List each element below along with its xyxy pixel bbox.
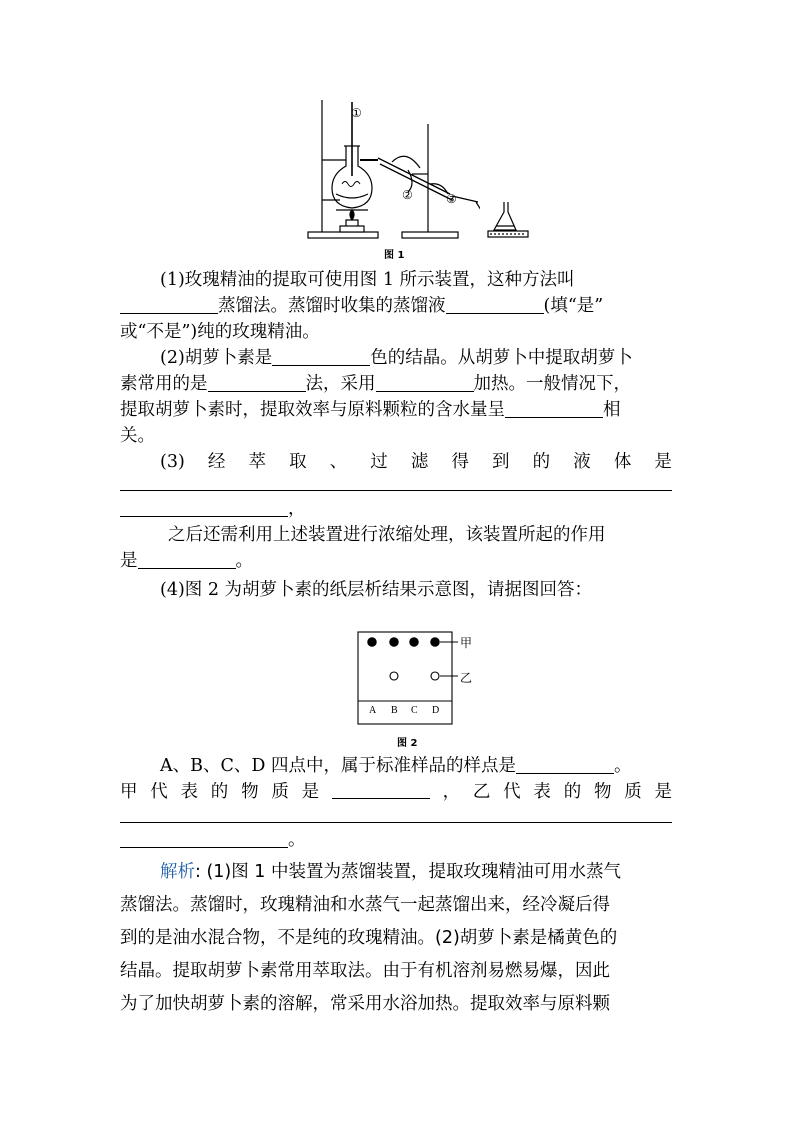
answer-line-2: 蒸馏法。蒸馏时，玫瑰精油和水蒸气一起蒸馏出来，经冷凝后得 (120, 895, 610, 915)
answer-blank[interactable] (272, 347, 370, 366)
q2-line-1 (160, 346, 672, 370)
q3-char: 的 (532, 452, 551, 472)
answer-blank[interactable] (376, 373, 474, 392)
indent-blank (120, 525, 168, 543)
q4-line-1: (4)图 2 为胡萝卜素的纸层析结果示意图，请据图回答： (160, 580, 593, 600)
answer-line-3: 到的是油水混合物，不是纯的玫瑰精油。(2)胡萝卜素是橘黄色的 (120, 928, 618, 948)
q3-char: 、 (329, 452, 348, 472)
q1-line-2-tail: (填“是” (543, 296, 604, 316)
q3-line-4-text: 是 (120, 551, 138, 571)
q2-line-1-tail: 色的结晶。从胡萝卜中提取胡萝卜 (370, 348, 633, 368)
q3-char: 是 (654, 452, 672, 472)
q1-line-1: (1)玫瑰精油的提取可使用图 1 所示装置，这种方法叫 (160, 270, 575, 290)
q4-char: 质 (271, 782, 289, 802)
figure-2-lane-b: B (391, 705, 398, 716)
answer-blank[interactable] (516, 755, 614, 774)
q4-char: 的 (210, 782, 229, 802)
receiving-flask-icon (486, 198, 534, 242)
q4-line-4 (120, 828, 672, 852)
figure-2-caption: 图 2 (397, 738, 418, 749)
q3-char: (3) (160, 452, 185, 472)
q4-line-2 (160, 754, 672, 778)
q3-char: 液 (573, 452, 591, 472)
q4-char: 是 (301, 782, 320, 802)
answer-line-1-text: : (1)图 1 中装置为蒸馏装置，提取玫瑰精油可用水蒸气 (195, 862, 622, 882)
q3-char: 体 (613, 452, 632, 472)
q4-line-2-tail: 。 (613, 756, 632, 776)
q4-char: 的 (563, 782, 582, 802)
q2-line-2-tail: 加热。一般情况下， (473, 374, 631, 394)
figure-2-label-yi: 乙 (460, 671, 473, 685)
answer-blank[interactable] (120, 498, 288, 517)
q2-line-3-tail: 相 (603, 400, 621, 420)
q4-char: 乙 (472, 782, 491, 802)
q4-char: 质 (624, 782, 642, 802)
answer-blank[interactable] (120, 295, 218, 314)
q1-line-3: 或“不是”)纯的玫瑰精油。 (120, 322, 320, 342)
figure-2-lane-c: C (411, 705, 418, 716)
answer-blank-line[interactable] (120, 490, 672, 491)
q3-char: 萃 (248, 452, 266, 472)
q4-char: 物 (593, 782, 612, 802)
answer-blank[interactable] (138, 550, 236, 569)
figure-2-label-jia: 甲 (460, 636, 473, 650)
q3-line-2-tail: ， (288, 499, 306, 519)
q4-line-4-tail: 。 (288, 830, 306, 850)
q3-char: 过 (370, 452, 388, 472)
q3-line-1 (160, 450, 672, 474)
answer-blank[interactable] (446, 295, 544, 314)
figure-1-caption: 图 1 (384, 250, 405, 261)
q4-char: ， (442, 782, 461, 802)
q2-line-2 (120, 372, 672, 396)
q3-line-2 (120, 497, 672, 521)
q3-char: 经 (207, 452, 226, 472)
answer-line-1 (160, 856, 720, 889)
q2-line-3 (120, 398, 672, 422)
answer-blank[interactable] (332, 780, 430, 799)
q3-char: 到 (492, 452, 510, 472)
q1-line-2 (120, 294, 672, 318)
q2-line-4: 关。 (120, 426, 155, 446)
q4-char: 甲 (120, 782, 138, 802)
q1-line-2-text: 蒸馏法。蒸馏时收集的蒸馏液 (218, 296, 446, 316)
answer-label: 解析 (160, 862, 195, 882)
q4-line-2-text: A、B、C、D 四点中，属于标准样品的样点是 (160, 756, 516, 776)
q3-char: 得 (451, 452, 469, 472)
q2-line-1-text: (2)胡萝卜素是 (160, 348, 273, 368)
q3-line-4-tail: 。 (235, 551, 253, 571)
q2-line-3-text: 提取胡萝卜素时，提取效率与原料颗粒的含水量呈 (120, 400, 505, 420)
q2-line-2-text: 素常用的是 (120, 374, 208, 394)
answer-line-4: 结晶。提取胡萝卜素常用萃取法。由于有机溶剂易燃易爆，因此 (120, 961, 610, 981)
q3-char: 取 (289, 452, 307, 472)
q4-line-3 (120, 780, 672, 804)
q3-char: 滤 (410, 452, 429, 472)
q4-char: 物 (241, 782, 259, 802)
answer-blank[interactable] (208, 373, 306, 392)
figure-1-distillation-apparatus (300, 98, 480, 246)
figure-2-lane-d: D (432, 705, 440, 716)
figure-1-mark-1: ① (351, 106, 362, 120)
q4-char: 表 (533, 782, 551, 802)
q3-line-3 (120, 523, 672, 547)
answer-blank[interactable] (505, 399, 603, 418)
q4-char: 代 (150, 782, 168, 802)
answer-line-5: 为了加快胡萝卜素的溶解，常采用水浴加热。提取效率与原料颗 (120, 994, 610, 1014)
q3-line-4 (120, 549, 672, 573)
q4-char: 是 (654, 782, 672, 802)
q4-char: 代 (503, 782, 521, 802)
figure-2-lane-a: A (369, 705, 377, 716)
figure-1-mark-3: ③ (446, 192, 457, 206)
answer-blank[interactable] (120, 829, 288, 848)
q4-char: 表 (180, 782, 199, 802)
q3-line-3-text: 之后还需利用上述装置进行浓缩处理，该装置所起的作用 (168, 525, 606, 545)
figure-1-mark-2: ② (402, 188, 413, 202)
q2-line-2-mid: 法，采用 (305, 374, 376, 394)
answer-blank-line[interactable] (120, 822, 672, 823)
